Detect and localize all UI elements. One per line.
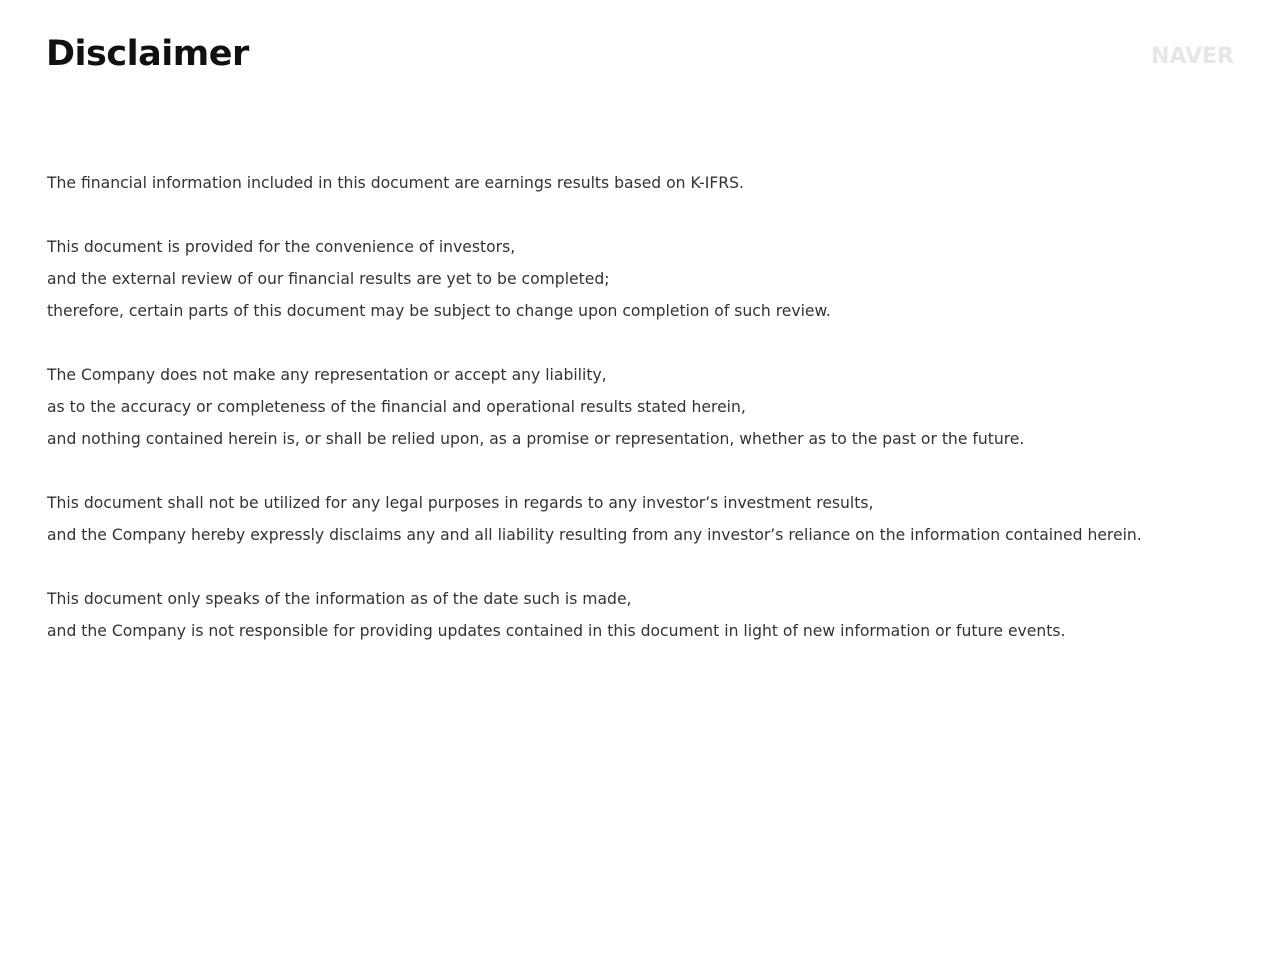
disclaimer-paragraph xyxy=(47,167,1142,199)
disclaimer-line: This document is provided for the convenience of investors, xyxy=(47,238,516,256)
disclaimer-line: as to the accuracy or completeness of the financial and operational results stated herein, xyxy=(47,398,746,416)
page-title: Disclaimer xyxy=(46,34,249,74)
disclaimer-line: and the Company hereby expressly disclaims any and all liability resulting from any investor’s reliance on the information contained herein. xyxy=(47,526,1142,544)
disclaimer-line: and the external review of our financial results are yet to be completed; xyxy=(47,270,610,288)
disclaimer-line: The financial information included in this document are earnings results based on K-IFRS. xyxy=(47,174,744,192)
disclaimer-paragraph xyxy=(47,231,1142,327)
disclaimer-paragraph xyxy=(47,359,1142,455)
disclaimer-line: and nothing contained herein is, or shall be relied upon, as a promise or representation, whether as to the past or the future. xyxy=(47,430,1025,448)
disclaimer-line: This document only speaks of the information as of the date such is made, xyxy=(47,590,632,608)
disclaimer-paragraph xyxy=(47,583,1142,647)
disclaimer-paragraph xyxy=(47,487,1142,551)
disclaimer-body xyxy=(47,167,1142,679)
disclaimer-line: therefore, certain parts of this document may be subject to change upon completion of such review. xyxy=(47,302,831,320)
naver-logo: NAVER xyxy=(1151,44,1234,69)
disclaimer-line: This document shall not be utilized for any legal purposes in regards to any investor’s investment results, xyxy=(47,494,874,512)
disclaimer-line: and the Company is not responsible for providing updates contained in this document in light of new information or future events. xyxy=(47,622,1066,640)
disclaimer-line: The Company does not make any representation or accept any liability, xyxy=(47,366,607,384)
